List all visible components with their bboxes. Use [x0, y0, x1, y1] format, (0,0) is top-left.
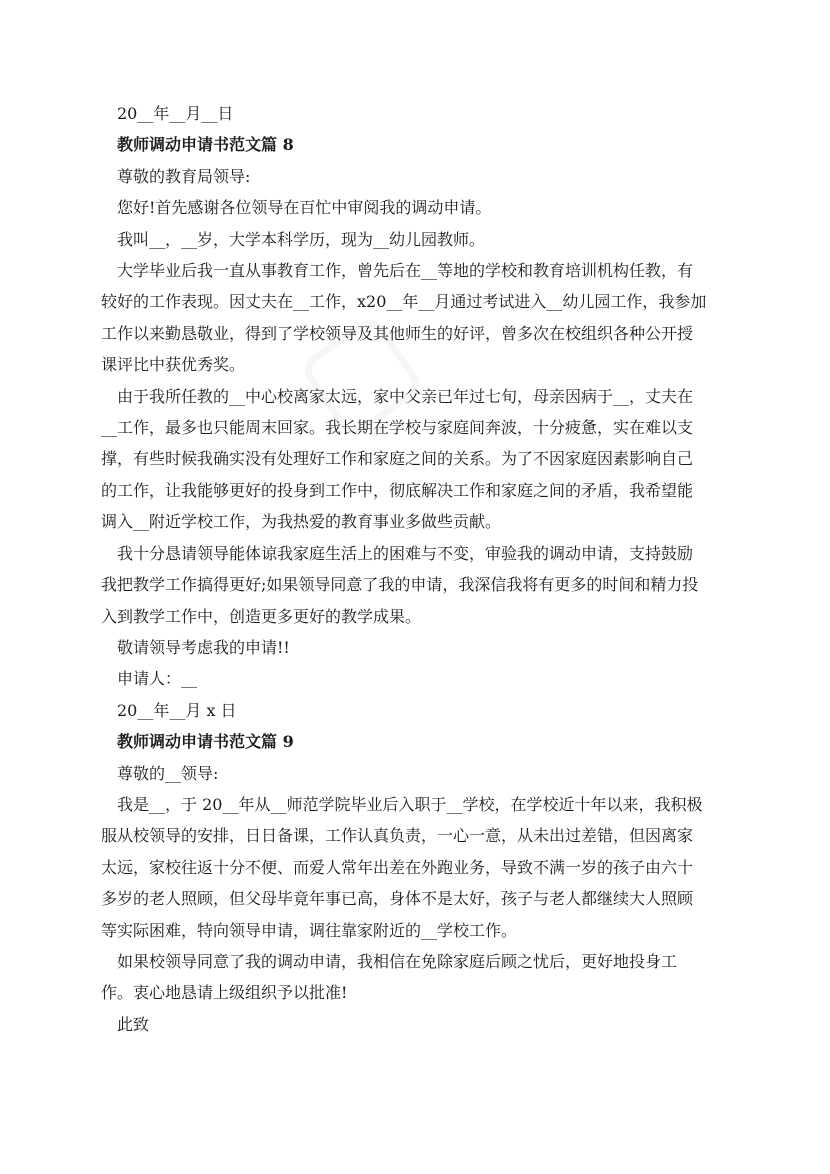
section-9-salutation: 尊敬的__领导:: [117, 763, 219, 783]
paragraph-line: 入到教学工作中，创造更多更好的教学成果。: [101, 606, 422, 626]
paragraph-line: 课评比中获优秀奖。: [101, 355, 246, 375]
section-8-paragraph-6: 敬请领导考虑我的申请!!: [117, 637, 290, 657]
paragraph-line: 大学毕业后我一直从事教育工作，曾先后在__等地的学校和教育培训机构任教，有: [117, 261, 694, 281]
paragraph-line: 作。衷心地恳请上级组织予以批准!: [101, 983, 348, 1003]
paragraph-line: 我是__，于 20__年从__师范学院毕业后入职于__学校，在学校近十年以来，我积极: [117, 794, 703, 814]
paragraph-line: 撑，有些时候我确实没有处理好工作和家庭之间的关系。为了不因家庭因素影响自己: [101, 449, 694, 469]
paragraph-line: 多岁的老人照顾，但父母毕竟年事已高，身体不是太好，孩子与老人都继续大人照顾: [101, 889, 694, 909]
section-8-applicant: 申请人：__: [117, 669, 198, 689]
paragraph-line: 的工作，让我能够更好的投身到工作中，彻底解决工作和家庭之间的矛盾，我希望能: [101, 480, 694, 500]
paragraph-line: 如果校领导同意了我的调动申请，我相信在免除家庭后顾之忧后，更好地投身工: [117, 951, 678, 971]
paragraph-line: 服从校领导的安排，日日备课，工作认真负责，一心一意，从未出过差错，但因离家: [101, 826, 694, 846]
paragraph-line: 我把教学工作搞得更好;如果领导同意了我的申请，我深信我将有更多的时间和精力投: [101, 575, 699, 595]
section-8-salutation: 尊敬的教育局领导:: [117, 166, 251, 186]
paragraph-line: __工作，最多也只能周末回家。我长期在学校与家庭间奔波，十分疲惫，实在难以支: [101, 418, 694, 438]
paragraph-line: 由于我所任教的__中心校离家太远，家中父亲已年过七旬，母亲因病于__，丈夫在: [117, 386, 694, 406]
section-8-title: 教师调动申请书范文篇 8: [117, 135, 294, 155]
paragraph-line: 太远，家校往返十分不便、而爱人常年出差在外跑业务，导致不满一岁的孩子由六十: [101, 857, 694, 877]
section-8-paragraph-2: 我叫__，__岁，大学本科学历，现为__幼儿园教师。: [117, 229, 486, 249]
paragraph-line: 等实际困难，特向领导申请，调往靠家附近的__学校工作。: [101, 920, 518, 940]
paragraph-line: 我十分恳请领导能体谅我家庭生活上的困难与不变，审验我的调动申请，支持鼓励: [117, 543, 694, 563]
section-8-paragraph-3: [101, 255, 723, 381]
paragraph-line: 较好的工作表现。因丈夫在__工作，x20__年__月通过考试进入__幼儿园工作，我参加: [101, 292, 707, 312]
paragraph-line: 工作以来勤恳敬业，得到了学校领导及其他师生的好评，曾多次在校组织各种公开授: [101, 323, 694, 343]
section-8-paragraph-1: 您好!首先感谢各位领导在百忙中审阅我的调动申请。: [117, 198, 492, 218]
date-line: 20__年__月__日: [117, 104, 234, 123]
section-8-date: 20__年__月 x 日: [117, 700, 237, 720]
section-9-title: 教师调动申请书范文篇 9: [117, 732, 294, 752]
document-body: [101, 98, 723, 1040]
section-9-paragraph-2: [101, 946, 723, 1009]
paragraph-line: 调入__附近学校工作，为我热爱的教育事业多做些贡献。: [101, 512, 502, 532]
section-9-paragraph-1: [101, 789, 723, 946]
section-9-closing: 此致: [117, 1014, 150, 1034]
section-8-paragraph-5: [101, 538, 723, 632]
section-8-paragraph-4: [101, 381, 723, 538]
